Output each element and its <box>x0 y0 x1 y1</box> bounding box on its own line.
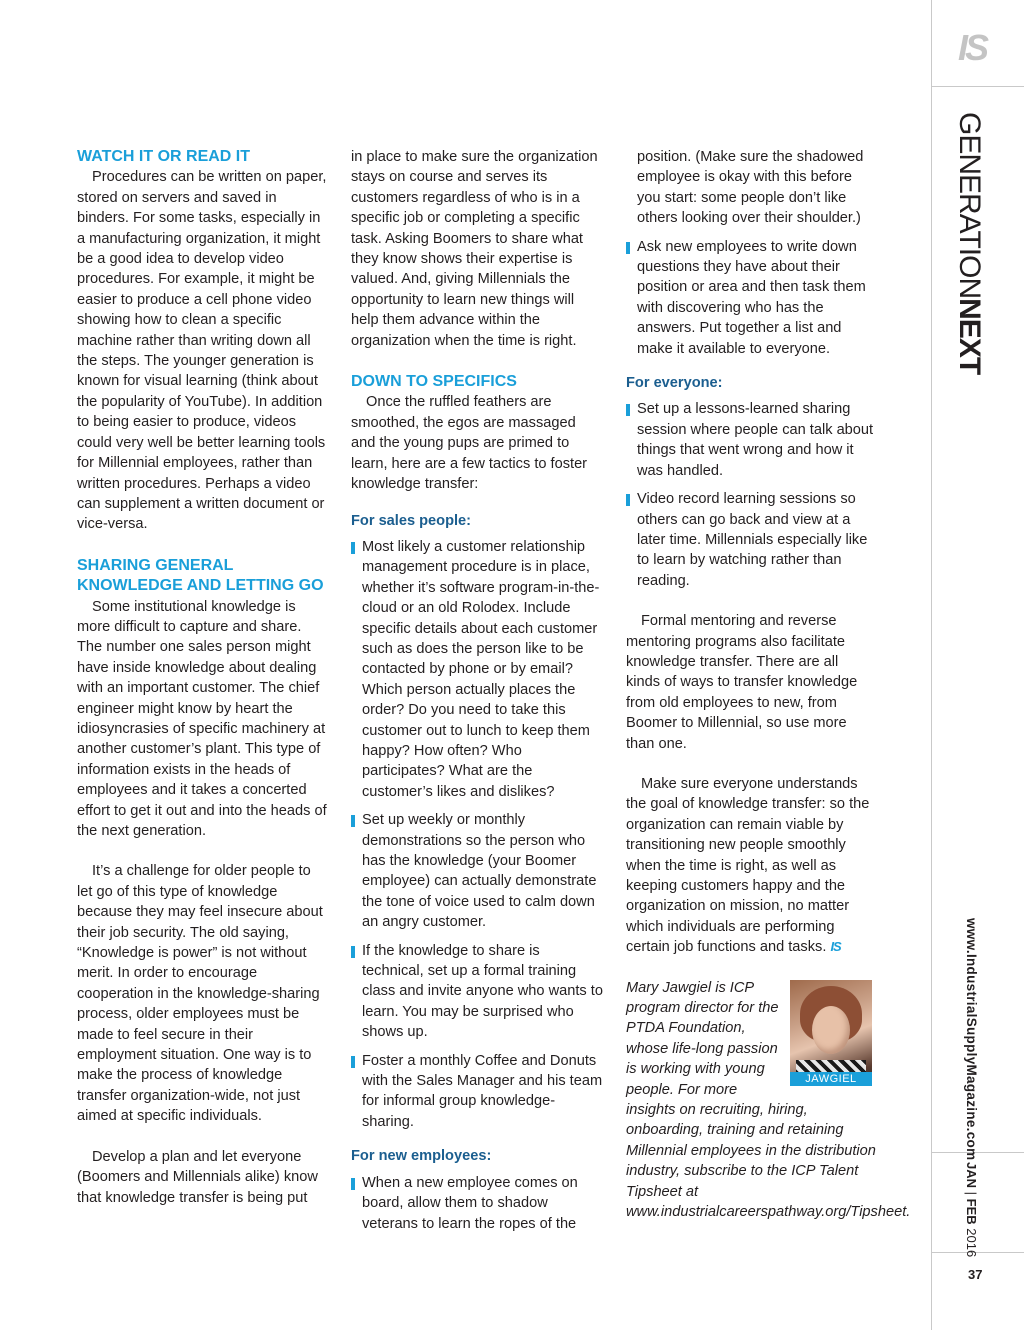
article-column-3 <box>626 147 911 1223</box>
issue-separator: | <box>964 1191 979 1196</box>
website-url: www.IndustrialSupplyMagazine.com <box>964 918 979 1161</box>
article-column-1 <box>77 147 327 1208</box>
goal-text: Make sure everyone understands the goal of knowledge transfer: so the organization can remain viable by transitioning new people smoothly when the time is right, as well as keeping customers happy and the organization on mission, no matter which individuals are performing certain job functions and tasks. <box>626 775 870 956</box>
author-photo <box>790 980 872 1086</box>
issue-month-1: JAN <box>964 1162 979 1189</box>
bullet-item: Foster a monthly Coffee and Donuts with the Sales Manager and his team for informal group knowledge-sharing. <box>351 1051 603 1133</box>
bullet-item: If the knowledge to share is technical, set up a formal training class and invite anyone who wants to learn. You may be surprised who shows up. <box>351 941 603 1043</box>
page-number: 37 <box>968 1267 983 1282</box>
paragraph: Once the ruffled feathers are smoothed, the egos are massaged and the young pups are primed to learn, here are a few tactics to foster knowledge transfer: <box>351 394 588 493</box>
issue-month-2: FEB <box>964 1198 979 1225</box>
paragraph: Formal mentoring and reverse mentoring programs also facilitate knowledge transfer. There are all kinds of ways to transfer knowledge from old employees to new, from Boomer to Millennial, so use more than one. <box>626 613 858 752</box>
heading-sharing-knowledge: SHARING GENERAL KNOWLEDGE AND LETTING GO <box>77 556 324 595</box>
section-title-light: GENERATION <box>953 112 986 299</box>
subheading-new-employees: For new employees: <box>351 1148 492 1165</box>
paragraph: Some institutional knowledge is more difficult to capture and share. The number one sales person might have inside knowledge about dealing with an important customer. The chief engineer might know by heart the idiosyncrasies of specific machinery at another customer’s plant. This type of information exists in the heads of employees and it takes a concerted effort to get it out and into the heads of the next generation. <box>77 598 327 839</box>
paragraph: position. (Make sure the shadowed employee is okay with this before you start: some people don’t like others looking over their shoulder.) <box>637 149 864 227</box>
heading-watch-it: WATCH IT OR READ IT <box>77 148 251 165</box>
bullet-item: Set up weekly or monthly demonstrations so the person who has the knowledge (your Boomer employee) can actually demonstrate the tone of voice used to calm down an angry customer. <box>351 810 603 932</box>
article-column-2 <box>351 147 603 1242</box>
paragraph: Procedures can be written on paper, stored on servers and saved in binders. For some tasks, especially in a manufacturing organization, it might be a good idea to develop video procedures. For example, it might be easier to produce a cell phone video showing how to clean a specific machine rather than writing down all the steps. The younger generation is known for visual learning (think about the popularity of YouTube). In addition to being easier to produce, videos could very well be better learning tools for Millennial employees, rather than written procedures. Perhaps a video can supplement a written document or vice-versa. <box>77 169 327 533</box>
section-title-bold: NEXT <box>953 298 986 375</box>
bullet-item: Set up a lessons-learned sharing session where people can talk about things that went wrong and how it was handled. <box>626 399 876 481</box>
magazine-logo: IS <box>958 27 987 68</box>
end-mark-icon: IS <box>830 939 841 955</box>
subheading-sales-people: For sales people: <box>351 512 472 529</box>
photo-caption: JAWGIEL <box>790 1072 872 1086</box>
bullet-item: When a new employee comes on board, allow them to shadow veterans to learn the ropes of the <box>351 1173 603 1234</box>
paragraph: in place to make sure the organization stays on course and serves its customers regardless of who is in a specific job or completing a specific task. Asking Boomers to share what they know shows their expertise is valued. And, giving Millennials the opportunity to learn new things will help them advance within the organization when the time is right. <box>351 149 598 349</box>
heading-down-to-specifics: DOWN TO SPECIFICS <box>351 373 517 391</box>
author-bio <box>626 978 911 1223</box>
issue-date <box>962 1162 980 1257</box>
subheading-everyone: For everyone: <box>626 375 723 392</box>
paragraph: Develop a plan and let everyone (Boomers and Millennials alike) know that knowledge transfer is being put <box>77 1148 318 1206</box>
bullet-item: Most likely a customer relationship management procedure is in place, whether it’s software program-in-the-cloud or an old Rolodex. Include specific details about each customer such as does the person like to be contacted by phone or by email? Which person actually places the order? Do you need to take this customer out to lunch to keep them happy? How often? Who participates? What are the customer’s likes and dislikes? <box>351 537 603 802</box>
section-title <box>952 112 986 374</box>
paragraph <box>626 774 876 958</box>
issue-year: 2016 <box>964 1228 979 1258</box>
paragraph: It’s a challenge for older people to let go of this type of knowledge because they may feel insecure about their job security. The old saying, “Knowledge is power” is not without merit. In order to encourage cooperation in the knowledge-sharing process, older employees must be made to feel secure in their employment situation. One way is to make the process of knowledge transfer organization-wide, not just aimed at specific individuals. <box>77 863 323 1125</box>
bio-text: Mary Jawgiel is ICP program director for the PTDA Foundation, whose life-long passion is working with young people. For more insights on recruiting, hiring, onboarding, training and retaining Millennial employees in the distribution industry, subscribe to the ICP Talent Tipsheet at www.industrialcareerspathway.org/Tipsheet. <box>626 979 911 1221</box>
bullet-item: Ask new employees to write down questions they have about their position or area and then task them with discovering who has the answers. Put together a list and make it available to everyone. <box>626 237 876 359</box>
bullet-item: Video record learning sessions so others can go back and view at a later time. Millennials especially like to learn by watching rather than reading. <box>626 489 876 591</box>
